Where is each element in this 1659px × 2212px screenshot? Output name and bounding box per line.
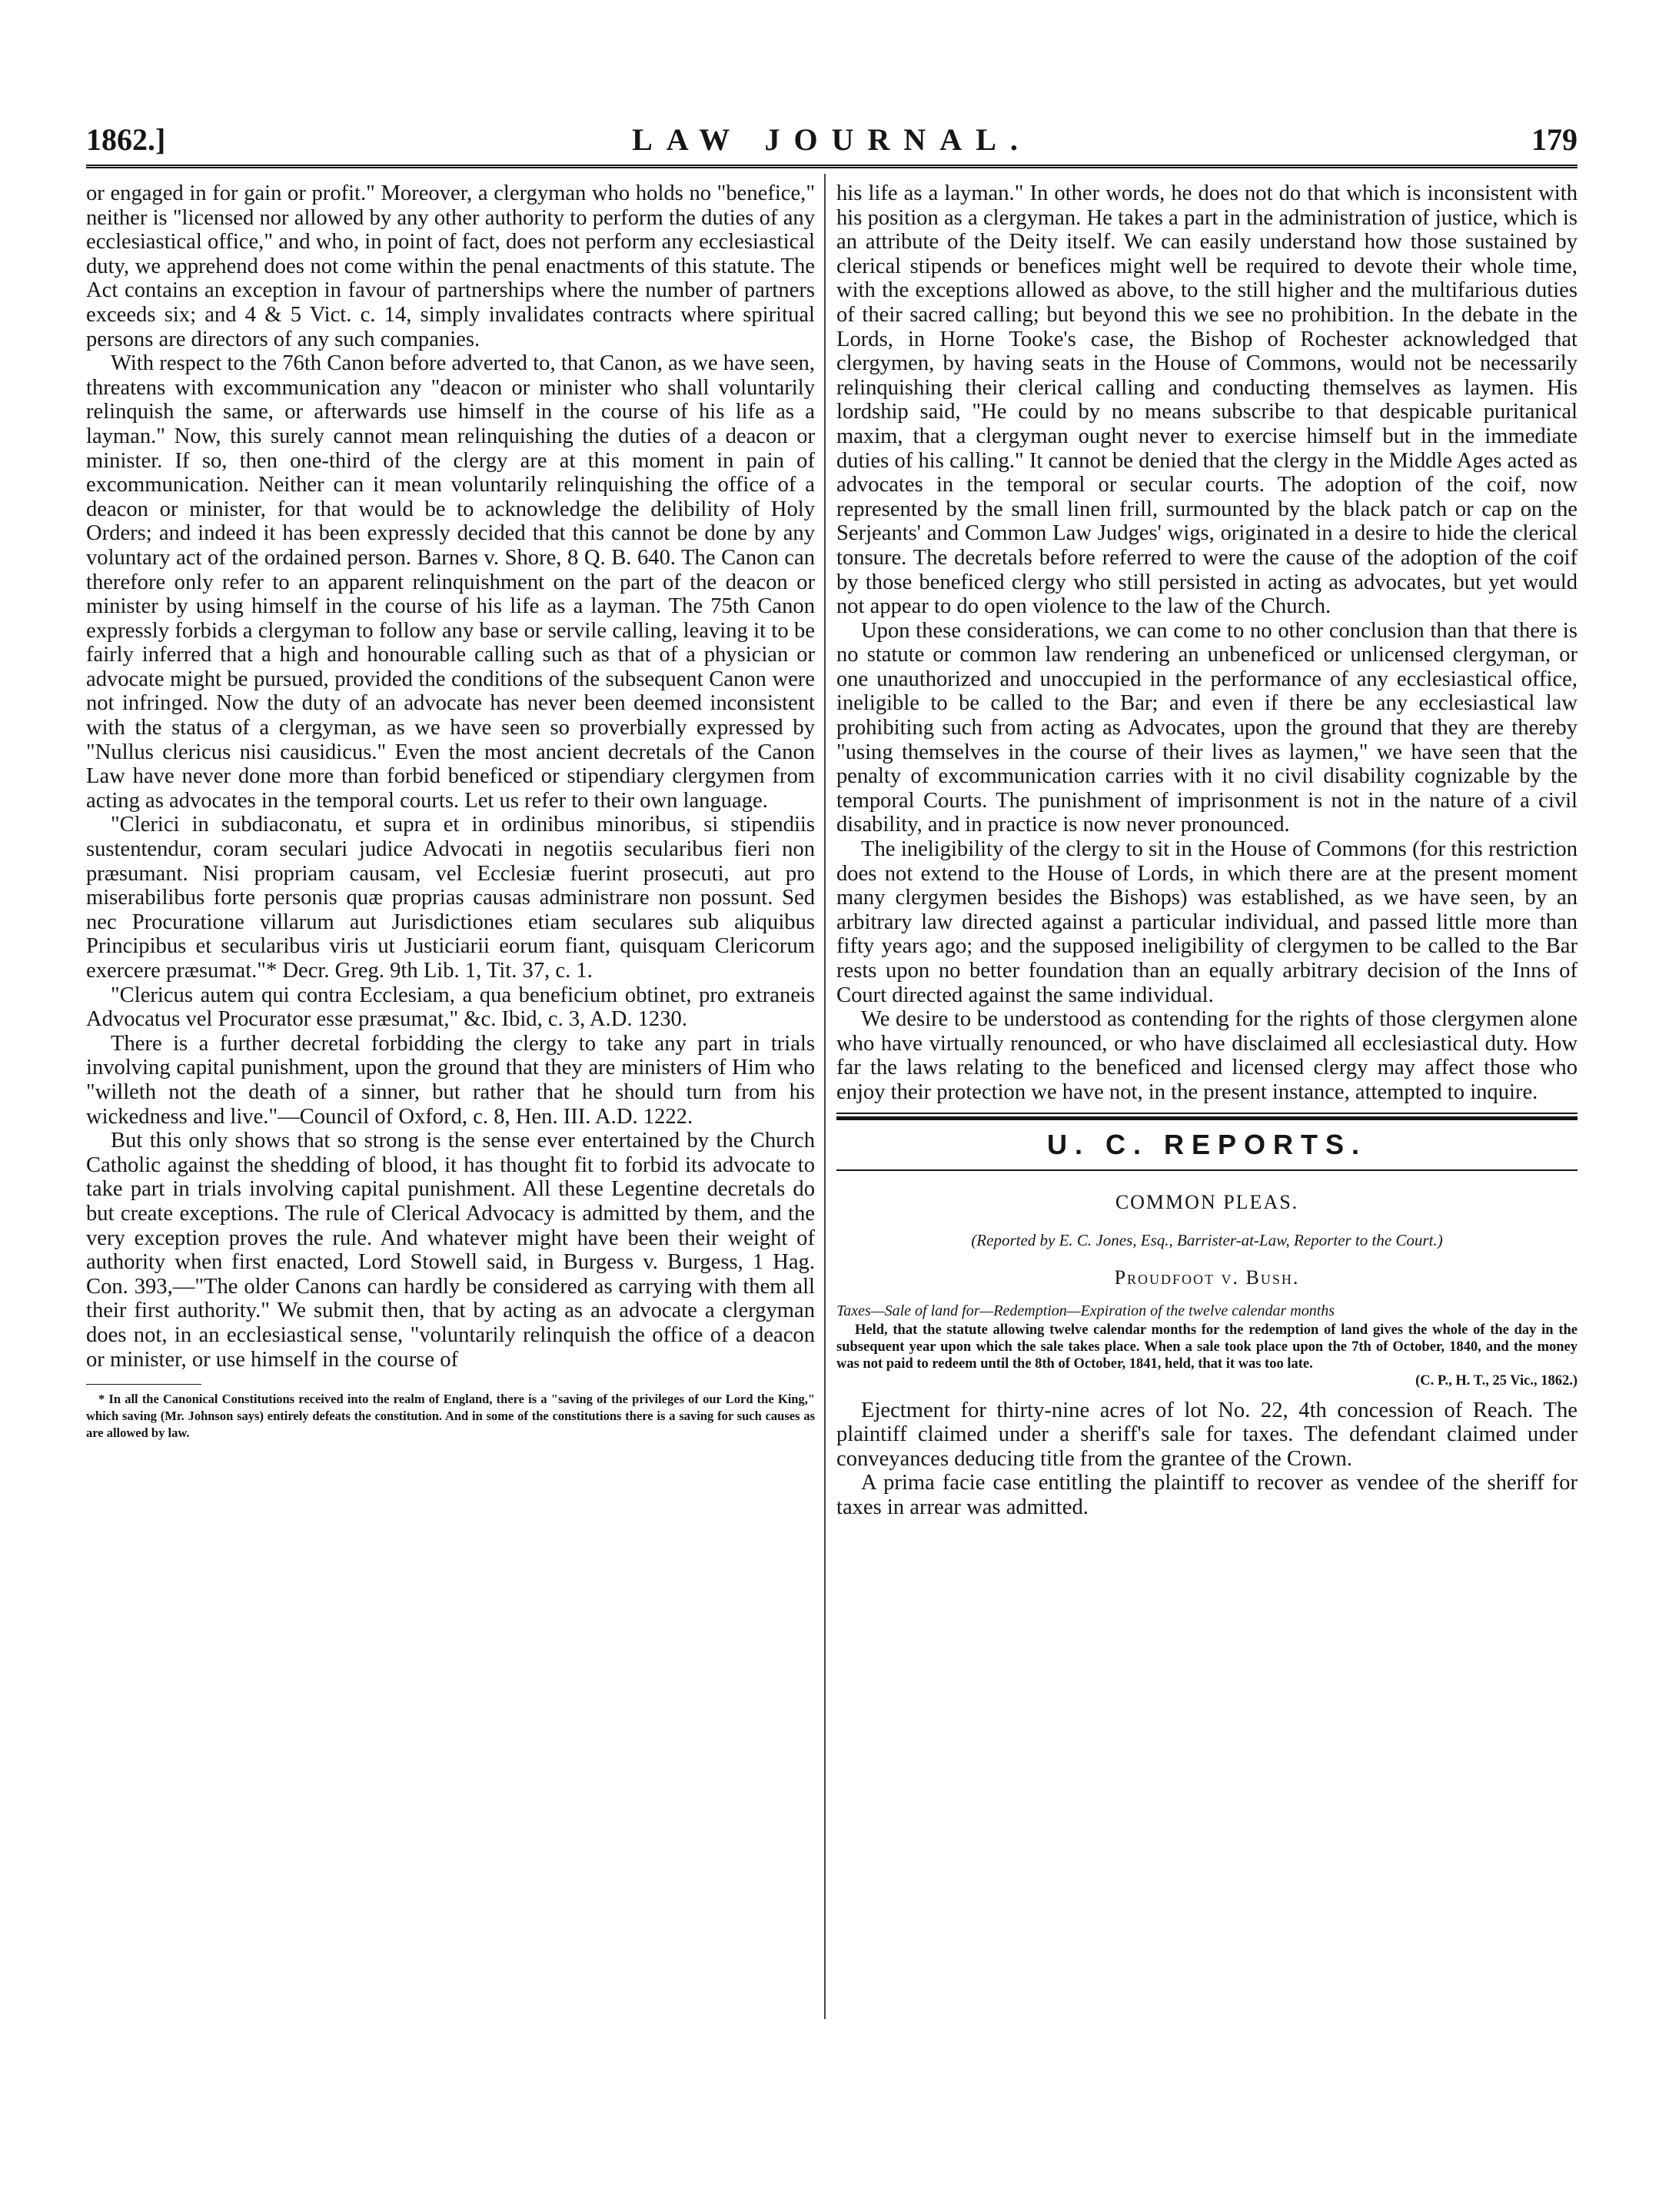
- section-rule: [836, 1116, 1578, 1120]
- paragraph: With respect to the 76th Canon before adverted to, that Canon, as we have seen, threatens with excommunication any "deacon or minister who shall voluntarily relinquish the same, or afterwards use himself in the course of his life as a layman." Now, this surely cannot mean relinquishing the duties of a deacon or minister. If so, then one-third of the clergy are at this moment in pain of excommunication. Neither can it mean voluntarily relinquishing the office of a deacon or minister, for that would be to acknowledge the delibility of Holy Orders; and indeed it has been expressly decided that this cannot be done by any voluntary act of the ordained person. Barnes v. Shore, 8 Q. B. 640. The Canon can therefore only refer to an apparent relinquishment on the part of the deacon or minister by using himself in the course of his life as a layman. The 75th Canon expressly forbids a clergyman to follow any base or servile calling, leaving it to be fairly inferred that a high and honourable calling such as that of a physician or advocate might be pursued, provided the conditions of the subsequent Canon were not infringed. Now the duty of an advocate has never been deemed inconsistent with the status of a clergyman, as we have seen so proverbially expressed by "Nullus clericus nisi causidicus." Even the most ancient decretals of the Canon Law have never done more than forbid beneficed or stipendiary clergymen from acting as advocates in the temporal courts. Let us refer to their own language.: [86, 351, 815, 813]
- left-column: [86, 181, 815, 1442]
- latin-quote: "Clerici in subdiaconatu, et supra et in ordinibus minoribus, si stipendiis sustentendur, coram seculari judice Advocati in negotiis secularibus fieri non præsumant. Nisi propriam causam, vel Ecclesiæ fuerint prosecuti, aut pro miserabilibus forte personis quæ proprias causas administrare non possunt. Sed nec Procuratione villarum aut Jurisdictiones etiam seculares sub aliquibus Principibus et secularibus viris ut Justiciarii eorum fiant, quisquam Clericorum exercere præsumat."* Decr. Greg. 9th Lib. 1, Tit. 37, c. 1.: [86, 813, 815, 983]
- section-title: U. C. REPORTS.: [1046, 1128, 1368, 1160]
- reporter-line: (Reported by E. C. Jones, Esq., Barrister-at-Law, Reporter to the Court.): [971, 1230, 1443, 1249]
- paragraph: or engaged in for gain or profit." Moreover, a clergyman who holds no "benefice," neither is "licensed nor allowed by any other authority to perform the duties of any ecclesiastical office," and who, in point of fact, does not perform any ecclesiastical duty, we apprehend does not come within the penal enactments of this statute. The Act contains an exception in favour of partnerships where the number of partners exceeds six; and 4 & 5 Vict. c. 14, simply invalidates contracts where spiritual persons are directors of any such companies.: [86, 181, 815, 351]
- paragraph: Ejectment for thirty-nine acres of lot No. 22, 4th concession of Reach. The plaintiff claimed under a sheriff's sale for taxes. The defendant claimed under conveyances deducing title from the grantee of the Crown.: [836, 1398, 1578, 1471]
- section-rule: [836, 1169, 1578, 1171]
- header-year: 1862.]: [86, 122, 166, 157]
- latin-quote: "Clericus autem qui contra Ecclesiam, a qua beneficium obtinet, pro extraneis Advocatus vel Procurator esse præsumat," &c. Ibid, c. 3, A.D. 1230.: [86, 983, 815, 1032]
- paragraph: A prima facie case entitling the plaintiff to recover as vendee of the sheriff for taxes in arrear was admitted.: [836, 1471, 1578, 1519]
- header-rule: [86, 165, 1578, 168]
- paragraph: There is a further decretal forbidding the clergy to take any part in trials involving capital punishment, upon the ground that they are ministers of Him who "willeth not the death of a sinner, but rather that he should turn from his wickedness and live."—Council of Oxford, c. 8, Hen. III. A.D. 1222.: [86, 1031, 815, 1129]
- footnote-rule: [86, 1384, 201, 1385]
- journal-title: LAW JOURNAL.: [632, 122, 1032, 157]
- page-header: [86, 121, 1578, 168]
- holding: Held, that the statute allowing twelve calendar months for the redemption of land gives the whole of the day in the subsequent year upon which the sale takes place. When a sale took place upon the 7th of October, 1840, and the money was not paid to redeem until the 8th of October, 1841, held, that it was too late.: [836, 1322, 1578, 1372]
- paragraph: We desire to be understood as contending for the rights of those clergymen alone who have virtually renounced, or who have disclaimed all ecclesiastical duty. How far the laws relating to the beneficed and licensed clergy may affect those who enjoy their protection we have not, in the present instance, attempted to inquire.: [836, 1007, 1578, 1104]
- paragraph: The ineligibility of the clergy to sit in the House of Commons (for this restriction does not extend to the House of Lords, in which there are at the present moment many clergymen besides the Bishops) was established, as we have seen, by an arbitrary law directed against a particular individual, and passed little more than fifty years ago; and the supposed ineligibility of clergymen to be called to the Bar rests upon no better foundation than an equally arbitrary decision of the Inns of Court directed against the same individual.: [836, 837, 1578, 1007]
- column-divider: [824, 174, 826, 2019]
- paragraph: But this only shows that so strong is the sense ever entertained by the Church Catholic against the shedding of blood, it has thought fit to forbid its advocate to take part in trials involving capital punishment. All these Legentine decretals do but create exceptions. The rule of Clerical Advocacy is admitted by them, and the very exception proves the rule. And whatever might have been their weight of authority when first enacted, Lord Stowell said, in Burgess v. Burgess, 1 Hag. Con. 393,—"The older Canons can hardly be considered as carrying with them all their first authority." We submit then, that by acting as an advocate a clergyman does not, in an ecclesiastical sense, "voluntarily relinquish the office of a deacon or minister, or use himself in the course of: [86, 1129, 815, 1372]
- paragraph: his life as a layman." In other words, he does not do that which is inconsistent with his position as a clergyman. He takes a part in the administration of justice, which is an attribute of the Deity itself. We can easily understand how those sustained by clerical stipends or benefices might well be required to devote their whole time, with the exceptions allowed as above, to the still higher and the multifarious duties of their sacred calling; but beyond this we see no prohibition. In the debate in the Lords, in Horne Tooke's case, the Bishop of Rochester acknowledged that clergymen, by having seats in the House of Commons, would not be necessarily relinquishing their clerical calling and conducting themselves as laymen. His lordship said, "He could by no means subscribe to that despicable puritanical maxim, that a clergyman ought never to exercise himself but in the immediate duties of his calling." It cannot be denied that the clergy in the Middle Ages acted as advocates in the temporal or secular courts. The adoption of the coif, now represented by the small linen frill, surmounted by the black patch or cap on the Serjeants' and Common Law Judges' wigs, originated in a desire to hide the clerical tonsure. The decretals before referred to were the cause of the adoption of the coif by those beneficed clergy who still persisted in acting as advocates, but yet would not appear to do open violence to the law of the Church.: [836, 181, 1578, 619]
- headnote: Taxes—Sale of land for—Redemption—Expiration of the twelve calendar months: [836, 1302, 1335, 1319]
- right-column: [836, 181, 1578, 1520]
- case-name: Proudfoot v. Bush.: [1114, 1266, 1300, 1289]
- case-citation: (C. P., H. T., 25 Vic., 1862.): [1415, 1372, 1578, 1389]
- footnote: * In all the Canonical Constitutions received into the realm of England, there is a "saving of the privileges of our Lord the King," which saving (Mr. Johnson says) entirely defeats the constitution. And in some of the constitutions there is a saving for such causes as are allowed by law.: [86, 1392, 815, 1441]
- court-heading: COMMON PLEAS.: [1115, 1190, 1299, 1213]
- page-number: 179: [1531, 122, 1578, 157]
- section-rule: [836, 1113, 1578, 1114]
- paragraph: Upon these considerations, we can come to no other conclusion than that there is no statute or common law rendering an unbeneficed or unlicensed clergyman, or one unauthorized and unoccupied in the performance of any ecclesiastical office, ineligible to be called to the Bar; and even if there be any ecclesiastical law prohibiting such from acting as Advocates, upon the ground that they are thereby "using themselves in the course of their lives as laymen," we have seen that the penalty of excommunication carries with it no civil disability cognizable by the temporal Courts. The punishment of imprisonment is not in the nature of a civil disability, and in practice is now never pronounced.: [836, 618, 1578, 837]
